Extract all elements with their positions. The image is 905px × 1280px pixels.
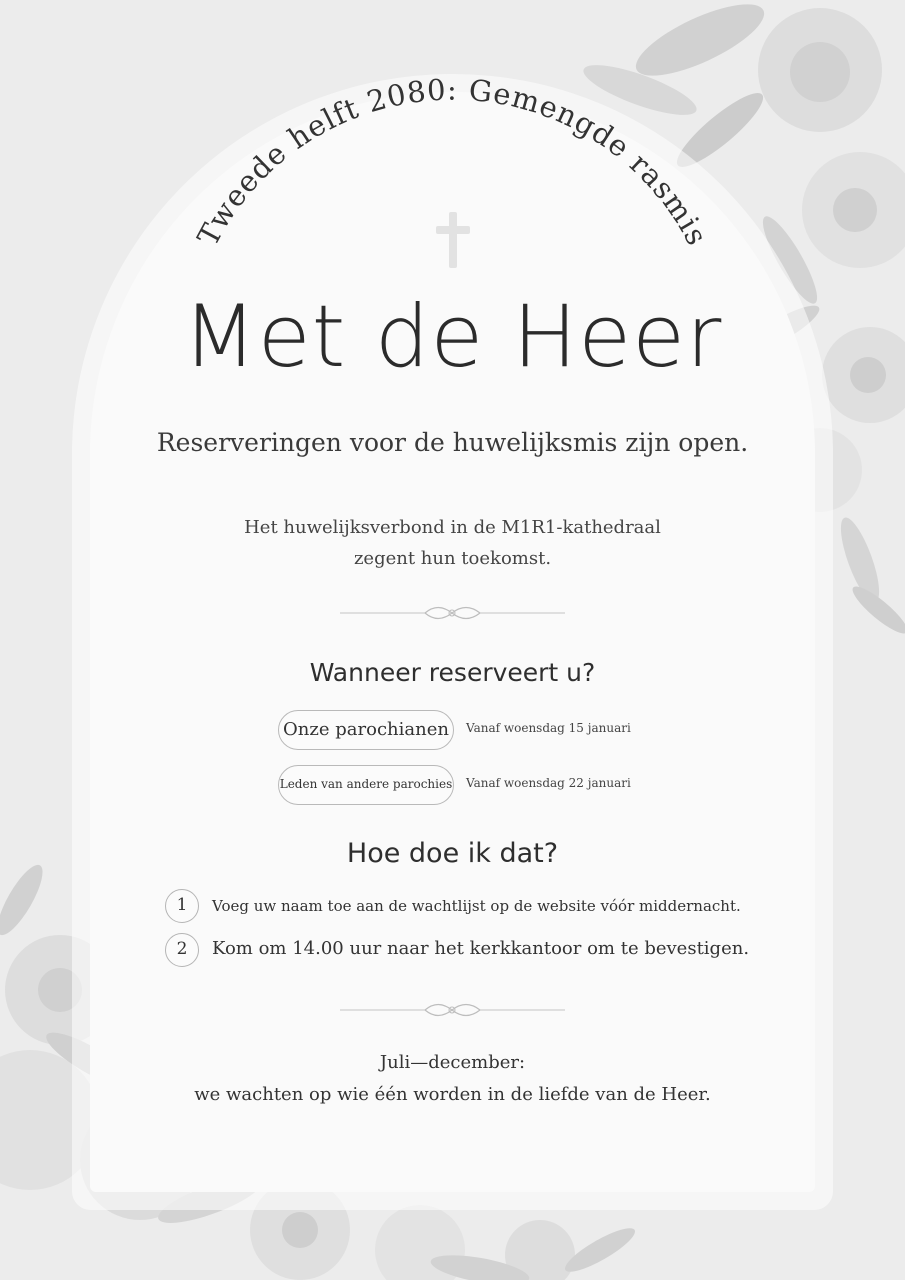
cross-icon	[433, 210, 473, 270]
subtitle: Reserveringen voor de huwelijksmis zijn open.	[156, 428, 749, 457]
closing-line-2: we wachten op wie één worden in de liefde van de Heer.	[194, 1084, 711, 1105]
closing-text	[0, 1047, 905, 1111]
group-date-parishioners: Vanaf woensdag 15 januari	[466, 721, 631, 735]
step-number-2: 2	[165, 933, 199, 967]
closing-line-1: Juli—december:	[379, 1052, 526, 1073]
ornament-divider-icon	[340, 995, 565, 1025]
step-text-2: Kom om 14.00 uur naar het kerkkantoor om te bevestigen.	[212, 938, 750, 959]
group-pill-parishioners: Onze parochianen	[278, 710, 454, 750]
arc-title-text: Tweede helft 2080: Gemengde rasmis	[190, 72, 715, 252]
intro-line-1: Het huwelijksverbond in de M1R1-kathedraal	[244, 517, 661, 538]
ornament-divider-icon	[340, 598, 565, 628]
reservation-heading: Wanneer reserveert u?	[309, 658, 596, 687]
page-title: Met de Heer	[182, 287, 723, 387]
howto-heading: Hoe doe ik dat?	[346, 838, 559, 869]
intro-line-2: zegent hun toekomst.	[353, 548, 552, 569]
intro-text	[0, 512, 905, 574]
group-pill-other-parishes: Leden van andere parochies	[278, 765, 454, 805]
step-number-1: 1	[165, 889, 199, 923]
group-date-other-parishes: Vanaf woensdag 22 januari	[466, 776, 631, 790]
step-text-1: Voeg uw naam toe aan de wachtlijst op de website vóór middernacht.	[212, 897, 741, 915]
